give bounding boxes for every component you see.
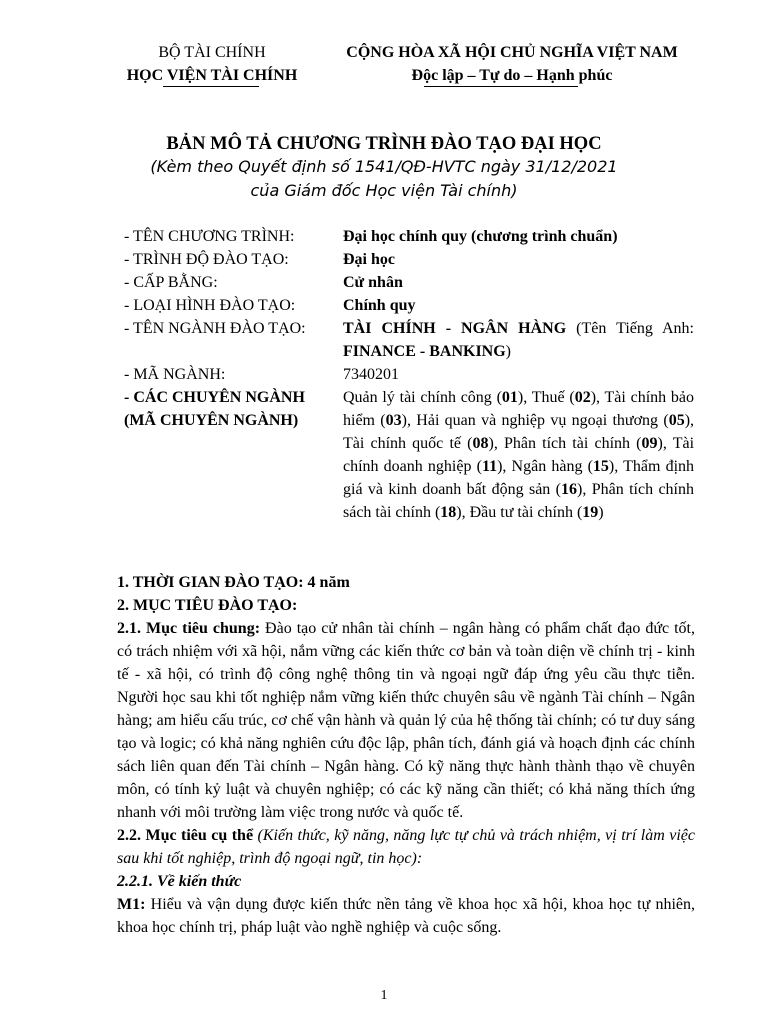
specialization-name: Tài chính doanh nghiệp (343, 435, 695, 475)
info-row-major (124, 317, 694, 363)
specialization-code: 03 (385, 412, 402, 429)
specialization-name: Đầu tư tài chính (469, 504, 573, 521)
specialization-name: Ngân hàng (511, 458, 583, 475)
paragraph-m1 (117, 893, 695, 939)
m1-text: Hiểu và vận dụng được kiến thức nền tảng về khoa học xã hội, khoa học tự nhiên, khoa học chính trị, pháp luật vào nghề nghiệp và cuộc sống. (117, 896, 695, 936)
info-value: Cử nhân (343, 274, 403, 291)
ministry-header (96, 41, 328, 87)
info-label: - CẤP BẰNG: (124, 274, 218, 291)
info-row-code (124, 363, 694, 386)
specialization-code: 09 (641, 435, 658, 452)
spec-label-line-2: (MÃ CHUYÊN NGÀNH) (124, 412, 299, 429)
motto-underline (424, 86, 578, 87)
info-label: - TRÌNH ĐỘ ĐÀO TẠO: (124, 251, 289, 268)
major-name: TÀI CHÍNH - NGÂN HÀNG (343, 320, 567, 337)
specialization-item: Tài chính quốc tế (08), (343, 435, 504, 452)
specialization-code: 02 (574, 389, 591, 406)
info-label: - LOẠI HÌNH ĐÀO TẠO: (124, 297, 296, 314)
info-label: - TÊN NGÀNH ĐÀO TẠO: (124, 320, 306, 337)
spec-label-line-1: - CÁC CHUYÊN NGÀNH (124, 389, 305, 406)
specialization-code: 11 (481, 458, 498, 475)
specialization-name: Tài chính quốc tế (343, 435, 461, 452)
specialization-name: Phân tích chính sách tài chính (343, 481, 695, 521)
specialization-item: Ngân hàng (15), (511, 458, 624, 475)
specific-objective-heading: 2.2. Mục tiêu cụ thể (117, 827, 254, 844)
major-en-prefix: (Tên Tiếng Anh: (566, 320, 694, 337)
specialization-item: Đầu tư tài chính (19) (469, 504, 604, 521)
section-duration: 1. THỜI GIAN ĐÀO TẠO: 4 năm (117, 574, 350, 591)
info-row-type (124, 294, 694, 317)
specialization-item: Tài chính doanh nghiệp (11), (343, 435, 695, 475)
general-objective-text: Đào tạo cử nhân tài chính – ngân hàng có phẩm chất đạo đức tốt, có trách nhiệm với xã hội, nắm vững các kiến thức cơ bản và toàn diện về chính trị - kinh tế - xã hội, có trình độ công nghệ thông tin và ngoại ngữ đáp ứng yêu cầu thực tiễn. Người học sau khi tốt nghiệp nắm vững kiến thức chuyên sâu về ngành Tài chính – Ngân hàng; am hiểu cấu trúc, cơ chế vận hành và quản lý của hệ thống tài chính; có tư duy sáng tạo và logic; có khả năng nghiên cứu độc lập, phân tích, đánh giá và hoạch định các chính sách liên quan đến Tài chính – Ngân hàng. Có kỹ năng thực hành thành thạo về chuyên môn, có tính kỷ luật và chuyên nghiệp; có các kỹ năng cần thiết; có khả năng thích ứng nhanh với môi trường làm việc trong nước và quốc tế. (117, 620, 696, 821)
knowledge-heading: 2.2.1. Về kiến thức (117, 873, 242, 890)
national-motto: Độc lập – Tự do – Hạnh phúc (411, 67, 613, 84)
m1-label: M1: (117, 896, 146, 913)
specialization-item: Tài chính bảo hiểm (03), (343, 389, 694, 429)
specialization-name: Hải quan và nghiệp vụ ngoại thương (416, 412, 664, 429)
specialization-name: Thẩm định giá và kinh doanh bất động sản (343, 458, 695, 498)
specialization-code: 15 (592, 458, 609, 475)
info-label: - TÊN CHƯƠNG TRÌNH: (124, 228, 295, 245)
specialization-item: Phân tích tài chính (09), (504, 435, 673, 452)
academy-underline (163, 86, 259, 87)
country-name: CỘNG HÒA XÃ HỘI CHỦ NGHĨA VIỆT NAM (346, 44, 678, 61)
program-info (124, 225, 694, 524)
specialization-code: 08 (472, 435, 489, 452)
specialization-name: Tài chính bảo hiểm (343, 389, 694, 429)
paragraph-specific-objective (117, 824, 695, 870)
academy-name: HỌC VIỆN TÀI CHÍNH (126, 67, 298, 84)
specific-objective-text: (Kiến thức, kỹ năng, năng lực tự chủ và trách nhiệm, vị trí làm việc sau khi tốt nghiệp, trình độ ngoại ngữ, tin học): (117, 827, 695, 867)
national-header (312, 41, 712, 87)
specialization-item: Phân tích chính sách tài chính (18), (343, 481, 695, 521)
info-value: 7340201 (343, 366, 399, 383)
info-value (343, 317, 694, 363)
section-objectives: 2. MỤC TIÊU ĐÀO TẠO: (117, 597, 298, 614)
info-value: Đại học chính quy (chương trình chuẩn) (343, 228, 618, 245)
specialization-name: Quản lý tài chính công (343, 389, 492, 406)
page-number: 1 (380, 988, 388, 1003)
subtitle-line-1: (Kèm theo Quyết định số 1541/QĐ-HVTC ngày 31/12/2021 (150, 157, 618, 176)
paragraph-general-objective (117, 617, 695, 824)
general-objective-heading: 2.1. Mục tiêu chung: (117, 620, 261, 637)
major-en-name: FINANCE - BANKING (343, 343, 506, 360)
info-value: Đại học (343, 251, 395, 268)
info-label (124, 386, 343, 524)
info-row-level (124, 248, 694, 271)
specialization-code: 19 (582, 504, 599, 521)
specialization-item: Thẩm định giá và kinh doanh bất động sản (16), (343, 458, 695, 498)
specialization-item: Quản lý tài chính công (01), (343, 389, 532, 406)
ministry-name: BỘ TÀI CHÍNH (158, 44, 266, 61)
document-subtitle (60, 155, 708, 203)
specialization-item: Hải quan và nghiệp vụ ngoại thương (05), (416, 412, 695, 429)
specialization-name: Phân tích tài chính (504, 435, 631, 452)
info-row-degree (124, 271, 694, 294)
info-value: Chính quy (343, 297, 416, 314)
info-row-program (124, 225, 694, 248)
specialization-code: 18 (440, 504, 457, 521)
specialization-list (343, 386, 694, 524)
specialization-code: 05 (668, 412, 685, 429)
info-row-specializations (124, 386, 694, 524)
major-en-suffix: ) (505, 343, 511, 360)
document-title: BẢN MÔ TẢ CHƯƠNG TRÌNH ĐÀO TẠO ĐẠI HỌC (166, 134, 602, 154)
document-body (117, 571, 695, 939)
specialization-item: Thuế (02), (531, 389, 605, 406)
specialization-code: 16 (561, 481, 578, 498)
specialization-name: Thuế (531, 389, 565, 406)
info-label: - MÃ NGÀNH: (124, 366, 226, 383)
subtitle-line-2: của Giám đốc Học viện Tài chính) (250, 181, 518, 200)
specialization-code: 01 (501, 389, 518, 406)
